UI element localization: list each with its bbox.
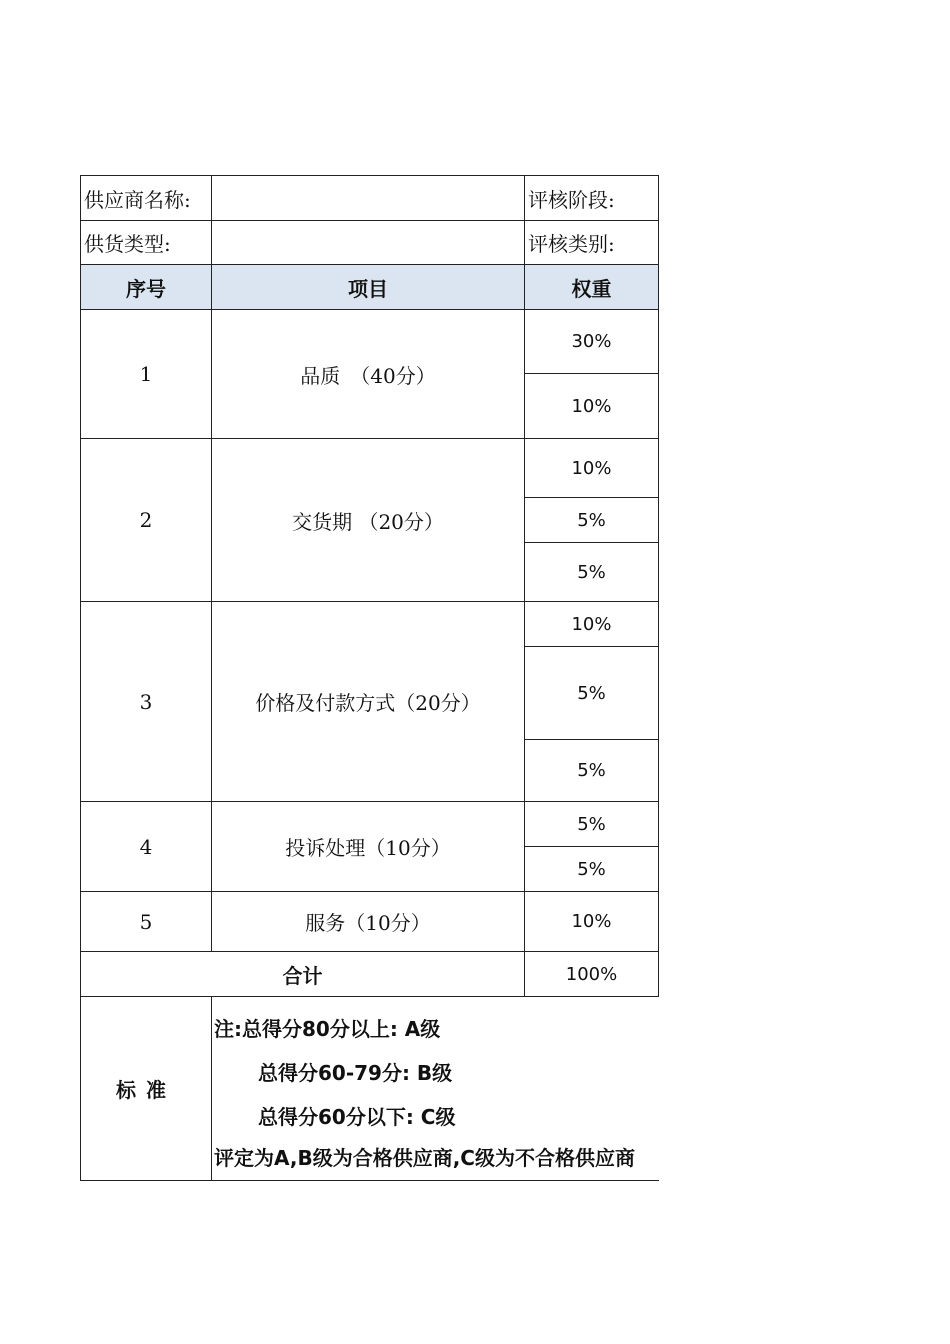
standard-row	[81, 997, 660, 1181]
extra-cell	[659, 374, 660, 439]
header-row	[81, 265, 660, 310]
supplier-name-row	[81, 176, 660, 221]
extra-cell	[659, 310, 660, 374]
seq-cell: 5	[81, 892, 212, 952]
total-row	[81, 952, 660, 997]
note-line: 总得分60-79分: B级	[258, 1061, 453, 1085]
review-stage-label: 评核阶段:	[525, 176, 659, 221]
extra-cell	[659, 892, 660, 952]
item-cell: 品质 （40分）	[212, 310, 525, 439]
extra-cell	[659, 439, 660, 498]
weight-cell: 10%	[525, 439, 659, 498]
header-extra	[659, 265, 660, 310]
table-row	[81, 310, 660, 374]
weight-cell: 30%	[525, 310, 659, 374]
table-row	[81, 439, 660, 498]
table-row	[81, 602, 660, 647]
extra-cell	[659, 740, 660, 802]
supplier-name-field[interactable]	[212, 176, 525, 221]
standard-label: 标准	[81, 997, 212, 1181]
supply-type-label: 供货类型:	[81, 221, 212, 265]
standard-notes	[212, 997, 660, 1181]
table-row	[81, 892, 660, 952]
item-cell: 交货期 （20分）	[212, 439, 525, 602]
table-row	[81, 802, 660, 847]
weight-cell: 5%	[525, 847, 659, 892]
weight-cell: 5%	[525, 802, 659, 847]
item-cell: 价格及付款方式（20分）	[212, 602, 525, 802]
evaluation-sheet	[80, 175, 659, 1181]
extra-cell	[659, 498, 660, 543]
weight-cell: 10%	[525, 374, 659, 439]
note-line: 总得分60分以下: C级	[258, 1105, 456, 1129]
header-seq: 序号	[81, 265, 212, 310]
item-cell: 服务（10分）	[212, 892, 525, 952]
note-line: 注:总得分80分以上: A级	[214, 1017, 441, 1041]
extra-cell	[659, 802, 660, 847]
seq-cell: 3	[81, 602, 212, 802]
review-category-field[interactable]	[659, 221, 660, 265]
review-stage-field[interactable]	[659, 176, 660, 221]
seq-cell: 1	[81, 310, 212, 439]
item-cell: 投诉处理（10分）	[212, 802, 525, 892]
extra-cell	[659, 952, 660, 997]
supply-type-row	[81, 221, 660, 265]
header-weight: 权重	[525, 265, 659, 310]
review-category-label: 评核类别:	[525, 221, 659, 265]
weight-cell: 5%	[525, 740, 659, 802]
extra-cell	[659, 847, 660, 892]
supply-type-field[interactable]	[212, 221, 525, 265]
header-item: 项目	[212, 265, 525, 310]
supplier-evaluation-table	[80, 175, 659, 1181]
total-weight: 100%	[525, 952, 659, 997]
extra-cell	[659, 602, 660, 647]
note-line: 评定为A,B级为合格供应商,C级为不合格供应商	[214, 1146, 635, 1170]
extra-cell	[659, 543, 660, 602]
seq-cell: 4	[81, 802, 212, 892]
extra-cell	[659, 647, 660, 740]
weight-cell: 5%	[525, 543, 659, 602]
seq-cell: 2	[81, 439, 212, 602]
weight-cell: 10%	[525, 602, 659, 647]
total-label: 合计	[81, 952, 525, 997]
weight-cell: 5%	[525, 498, 659, 543]
weight-cell: 5%	[525, 647, 659, 740]
supplier-name-label: 供应商名称:	[81, 176, 212, 221]
weight-cell: 10%	[525, 892, 659, 952]
